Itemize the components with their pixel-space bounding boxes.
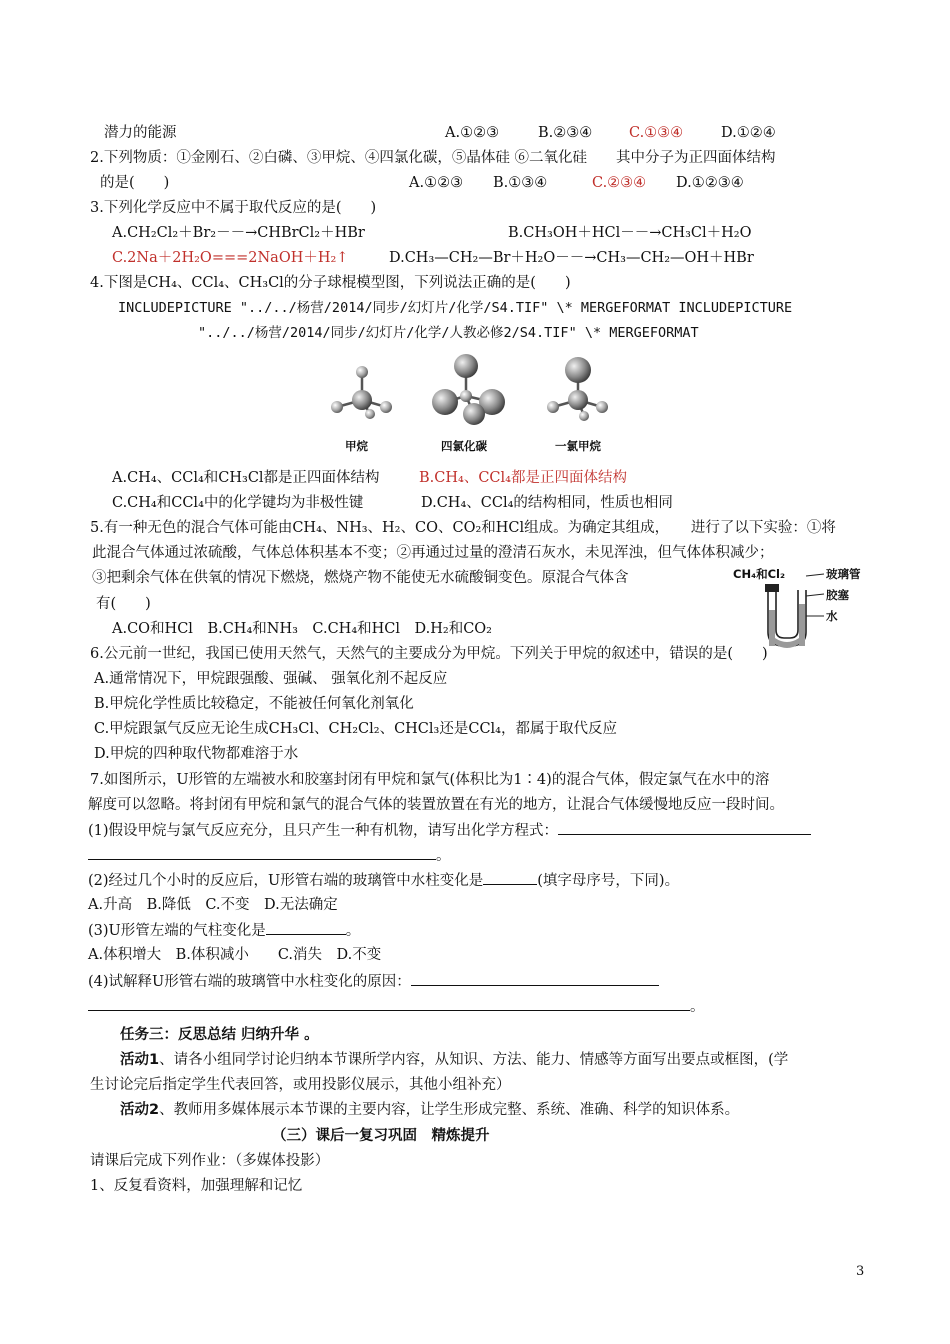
task3-activity1-line2: 生讨论完后指定学生代表回答，或用投影仪展示，其他小组补充） [90,1077,511,1093]
q4-field-code-2: "../../杨营/2014/同步/幻灯片/化学/人教必修2/S4.TIF" \* MERGEFORMAT [198,325,699,341]
section3-line2: 1、反复看资料，加强理解和记忆 [90,1178,303,1194]
activity2-text: 、教师用多媒体展示本节课的主要内容，让学生形成完整、系统、准确、科学的知识体系。 [159,1102,740,1118]
q6-option-c: C.甲烷跟氯气反应无论生成CH₃Cl、CH₂Cl₂、CHCl₃还是CCl₄，都属于取代反应 [94,721,617,737]
q5-line2: 此混合气体通过浓硫酸，气体总体积基本不变；②再通过过量的澄清石灰水，未见浑浊，但气体体积减少； [92,545,774,561]
u-tube-label-stopper: 胶塞 [826,588,849,602]
q3-option-d: D.CH₃—CH₂—Br＋H₂O－－→CH₃—CH₂—OH＋HBr [389,250,754,266]
q6-option-b: B.甲烷化学性质比较稳定，不能被任何氧化剂氧化 [94,696,414,712]
caption-ch3cl: 一氯甲烷 [555,439,601,453]
q2-option-b: B.①③④ [493,175,548,191]
q1-option-a: A.①②③ [445,125,500,141]
page-number: 3 [856,1264,865,1279]
q7-part1-answer-blank[interactable] [558,820,811,835]
q6-option-d: D.甲烷的四种取代物都难溶于水 [94,746,299,762]
q7-part1 [88,820,811,841]
q1-option-d: D.①②④ [721,125,776,141]
u-tube-label-glass-tube: 玻璃管 [826,567,861,581]
q7-part3-answer-blank[interactable] [266,920,346,935]
q4-option-a: A.CH₄、CCl₄和CH₃Cl都是正四面体结构 [112,470,380,486]
carbon-tetrachloride-model [432,354,505,425]
q7-line1: 7.如图所示，U形管的左端被水和胶塞封闭有甲烷和氯气(体积比为1∶4)的混合气体，假定氯气在水中的溶 [90,772,770,788]
q7-part4-text: (4)试解释U形管右端的玻璃管中水柱变化的原因： [88,974,411,990]
q3-option-a: A.CH₂Cl₂＋Br₂－－→CHBrCl₂＋HBr [112,225,365,241]
q7-part1-continued [88,845,451,866]
methane-model [331,366,392,419]
q5-line4: 有( ) [96,596,151,612]
q7-line2: 解度可以忽略。将封闭有甲烷和氯气的混合气体的装置放置在有光的地方，让混合气体缓慢地反应一段时间。 [88,797,784,813]
q7-part1-answer-blank-2[interactable] [88,845,436,860]
q1-tail-text: 潜力的能源 [104,125,177,141]
q7-part3-text: (3)U形管左端的气柱变化是 [88,923,266,939]
q5-line3: ③把剩余气体在供氧的情况下燃烧，燃烧产物不能使无水硫酸铜变色。原混合气体含 [92,570,629,586]
q7-part4-continued [88,996,705,1017]
caption-ccl4: 四氯化碳 [441,439,487,453]
q7-part2-options: A.升高 B.降低 C.不变 D.无法确定 [88,897,338,913]
q6-stem: 6.公元前一世纪，我国已使用天然气，天然气的主要成分为甲烷。下列关于甲烷的叙述中，错误的是( ) [90,646,768,662]
q2-line1: 2.下列物质：①金刚石、②白磷、③甲烷、④四氯化碳，⑤晶体硅 ⑥二氧化硅 其中分子为正四面体结构 [90,150,776,166]
q4-option-b: B.CH₄、CCl₄都是正四面体结构 [419,470,627,486]
q7-part2-text: (2)经过几个小时的反应后，U形管右端的玻璃管中水柱变化是 [88,873,484,889]
q7-part4-answer-blank-2[interactable] [88,996,690,1011]
q2-option-a: A.①②③ [409,175,464,191]
q2-option-c: C.②③④ [592,175,647,191]
q7-part1-text: (1)假设甲烷与氯气反应充分，且只产生一种有机物，请写出化学方程式： [88,823,559,839]
q7-part3-end: 。 [345,923,361,939]
caption-methane: 甲烷 [345,439,368,453]
q2-option-d: D.①②③④ [676,175,744,191]
task3-activity2 [120,1100,739,1120]
q7-part4-answer-blank[interactable] [411,971,659,986]
u-tube-label-water: 水 [826,609,838,623]
q1-option-c: C.①③④ [629,125,684,141]
task3-activity1 [120,1050,788,1070]
q4-field-code-1: INCLUDEPICTURE "../../杨营/2014/同步/幻灯片/化学/S4.TIF" \* MERGEFORMAT INCLUDEPICTURE [118,300,793,316]
activity2-label: 活动2 [120,1102,160,1118]
q3-option-b: B.CH₃OH＋HCl－－→CH₃Cl＋H₂O [508,225,752,241]
q1-option-b: B.②③④ [538,125,593,141]
q7-part2-answer-blank[interactable] [483,870,537,885]
q7-part3 [88,920,360,941]
q7-part4-end: 。 [690,999,705,1015]
q4-stem: 4.下图是CH₄、CCl₄、CH₃Cl的分子球棍模型图，下列说法正确的是( ) [90,275,571,291]
q7-part3-options: A.体积增大 B.体积减小 C.消失 D.不变 [88,947,382,963]
q7-part1-end: 。 [436,848,451,864]
q4-option-d: D.CH₄、CCl₄的结构相同，性质也相同 [421,495,673,511]
section3-title: （三）课后一复习巩固 精炼提升 [272,1128,490,1144]
task3-title: 任务三：反思总结 归纳升华 。 [120,1027,319,1043]
q7-part4 [88,971,659,992]
q2-line2: 的是( ) [100,175,170,191]
q6-option-a: A.通常情况下，甲烷跟强酸、强碱、 强氧化剂不起反应 [94,671,448,687]
q5-options: A.CO和HCl B.CH₄和NH₃ C.CH₄和HCl D.H₂和CO₂ [112,621,492,637]
q3-option-c: C.2Na＋2H₂O===2NaOH＋H₂↑ [112,250,349,266]
u-tube-label-gas: CH₄和Cl₂ [733,567,786,581]
section3-line1: 请课后完成下列作业：（多媒体投影） [90,1153,330,1169]
q7-part2-text-end: (填字母序号，下同)。 [537,873,680,889]
q3-stem: 3.下列化学反应中不属于取代反应的是( ) [90,200,377,216]
q7-part2 [88,870,679,891]
activity1-text: 、请各小组同学讨论归纳本节课所学内容，从知识、方法、能力、情感等方面写出要点或框图，(学 [159,1052,789,1068]
q5-line1: 5.有一种无色的混合气体可能由CH₄、NH₃、H₂、CO、CO₂和HCl组成。为确定其组成， 进行了以下实验：①将 [90,520,836,536]
chloromethane-model [547,357,608,421]
q4-option-c: C.CH₄和CCl₄中的化学键均为非极性键 [112,495,364,511]
activity1-label: 活动1 [120,1052,160,1068]
